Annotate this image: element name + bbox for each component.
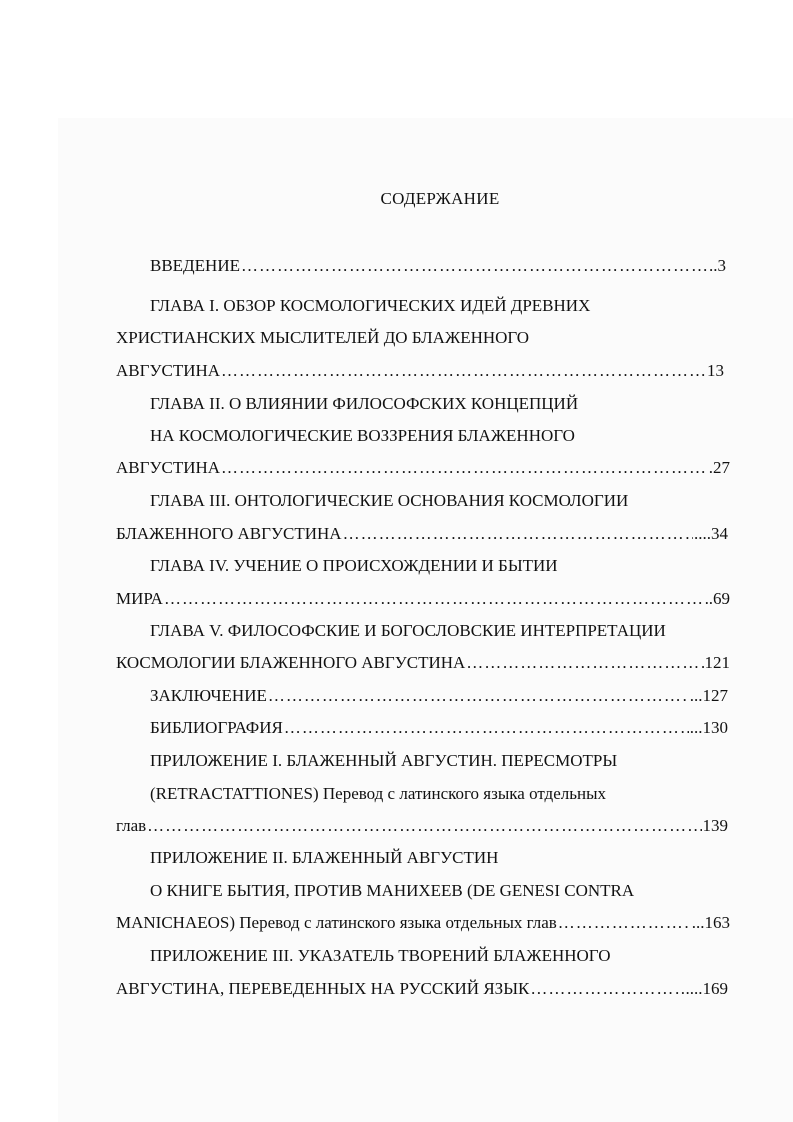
- toc-entry-label: КОСМОЛОГИИ БЛАЖЕННОГО АВГУСТИНА: [116, 653, 466, 672]
- toc-page-number: 121: [704, 653, 730, 672]
- toc-entry-label: ЗАКЛЮЧЕНИЕ: [150, 686, 267, 705]
- toc-entry-line: ГЛАВА II. О ВЛИЯНИИ ФИЛОСОФСКИХ КОНЦЕПЦИЙ: [150, 394, 579, 413]
- dot-leader: [530, 978, 684, 1000]
- toc-entry-appendix-1: [116, 815, 728, 837]
- toc-entry-label: АВГУСТИНА: [116, 458, 221, 477]
- toc-page-number: 139: [702, 816, 728, 835]
- dot-leader: [268, 685, 689, 707]
- dot-leader: [164, 588, 708, 610]
- dot-leader: [466, 652, 703, 674]
- toc-entry-line: (RETRACTATTIONES) Перевод с латинского языка отдельных: [150, 784, 606, 803]
- dot-leader: [147, 815, 701, 837]
- toc-entry-line: ГЛАВА III. ОНТОЛОГИЧЕСКИЕ ОСНОВАНИЯ КОСМОЛОГИИ: [150, 491, 629, 510]
- toc-entry-line: ГЛАВА I. ОБЗОР КОСМОЛОГИЧЕСКИХ ИДЕЙ ДРЕВНИХ: [150, 296, 591, 315]
- page-title: СОДЕРЖАНИЕ: [380, 189, 500, 208]
- toc-entry-line: ПРИЛОЖЕНИЕ III. УКАЗАТЕЛЬ ТВОРЕНИЙ БЛАЖЕННОГО: [150, 946, 611, 965]
- toc-entry-line: ГЛАВА IV. УЧЕНИЕ О ПРОИСХОЖДЕНИИ И БЫТИИ: [150, 556, 558, 575]
- dot-leader: [558, 912, 691, 934]
- toc-entry-line: НА КОСМОЛОГИЧЕСКИЕ ВОЗЗРЕНИЯ БЛАЖЕННОГО: [150, 426, 575, 445]
- dot-leader: [284, 717, 689, 739]
- toc-entry-appendix-2: [116, 912, 730, 934]
- toc-entry-introduction: [150, 255, 726, 277]
- toc-entry-bibliography: [150, 717, 728, 739]
- toc-entry-label: БИБЛИОГРАФИЯ: [150, 718, 283, 737]
- toc-page-number: ...163: [691, 913, 730, 932]
- toc-entry-conclusion: [150, 685, 728, 707]
- toc-entry-label: MANICHAEOS) Перевод с латинского языка отдельных глав: [116, 913, 557, 932]
- toc-entry-chapter-3: [116, 523, 728, 545]
- toc-entry-appendix-3: [116, 978, 728, 1000]
- toc-entry-label: МИРА: [116, 589, 163, 608]
- toc-page-number: .69: [708, 589, 730, 608]
- toc-entry-label: БЛАЖЕННОГО АВГУСТИНА: [116, 524, 342, 543]
- toc-entry-line: ПРИЛОЖЕНИЕ I. БЛАЖЕННЫЙ АВГУСТИН. ПЕРЕСМОТРЫ: [150, 751, 618, 770]
- toc-entry-chapter-1: [116, 360, 724, 382]
- dot-leader: [343, 523, 693, 545]
- toc-entry-chapter-2: [116, 457, 730, 479]
- toc-entry-line: ГЛАВА V. ФИЛОСОФСКИЕ И БОГОСЛОВСКИЕ ИНТЕРПРЕТАЦИИ: [150, 621, 666, 640]
- toc-entry-chapter-4: [116, 588, 730, 610]
- toc-entry-line: О КНИГЕ БЫТИЯ, ПРОТИВ МАНИХЕЕВ (DE GENESI CONTRA: [150, 881, 635, 900]
- toc-page-number: ....169: [685, 979, 728, 998]
- toc-entry-label: АВГУСТИНА, ПЕРЕВЕДЕННЫХ НА РУССКИЙ ЯЗЫК: [116, 979, 530, 998]
- toc-entry-chapter-5: [116, 652, 730, 674]
- toc-page-number: 13: [707, 361, 724, 380]
- toc-page-number: ...130: [689, 718, 728, 737]
- toc-page-number: .27: [708, 458, 730, 477]
- toc-page-number: ...127: [689, 686, 728, 705]
- toc-entry-line: ХРИСТИАНСКИХ МЫСЛИТЕЛЕЙ ДО БЛАЖЕННОГО: [116, 328, 530, 347]
- toc-entry-label: ВВЕДЕНИЕ: [150, 256, 240, 275]
- toc-entry-label: АВГУСТИНА: [116, 361, 221, 380]
- toc-entry-label: глав: [116, 816, 147, 835]
- toc-page-number: ....34: [694, 524, 728, 543]
- dot-leader: [221, 360, 706, 382]
- dot-leader: [241, 255, 708, 277]
- toc-entry-line: ПРИЛОЖЕНИЕ II. БЛАЖЕННЫЙ АВГУСТИН: [150, 848, 499, 867]
- toc-page-number: ..3: [709, 256, 726, 275]
- dot-leader: [221, 457, 708, 479]
